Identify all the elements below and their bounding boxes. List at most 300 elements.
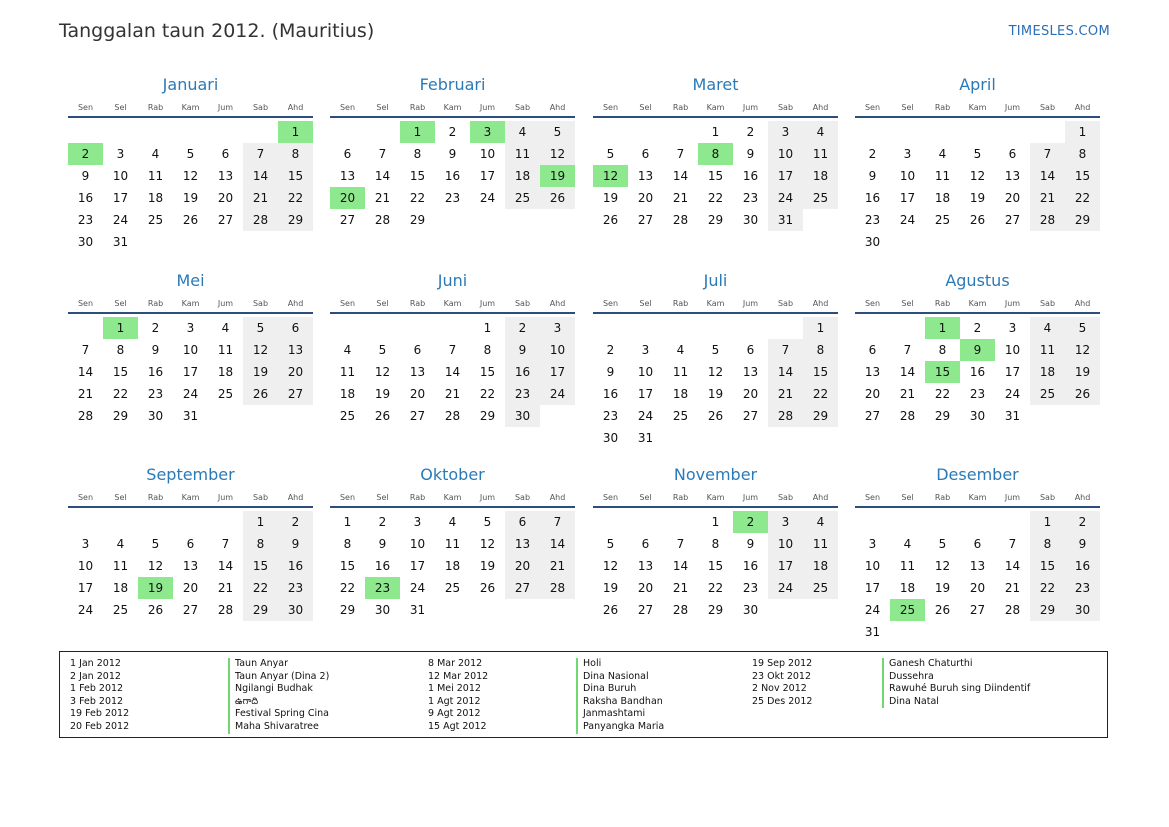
day-cell: 1 (803, 317, 838, 339)
day-cell: 7 (903, 343, 912, 357)
day-cell: 15 (1030, 555, 1065, 577)
day-cell: 4 (343, 343, 352, 357)
weekday-label: Sen (864, 299, 881, 308)
day-cell: 10 (540, 339, 575, 361)
day-cell: 13 (217, 169, 234, 183)
day-cell: 14 (1030, 165, 1065, 187)
weekday-label: Kam (706, 103, 725, 112)
day-cell: 22 (339, 581, 356, 595)
weekday-label: Sel (639, 493, 652, 502)
month-title: September (146, 465, 235, 484)
day-cell: 17 (768, 165, 803, 187)
weekday-label: Rab (934, 493, 951, 502)
holiday-day-cell: 2 (733, 511, 768, 533)
day-cell: 9 (448, 147, 457, 161)
month-title: November (673, 465, 758, 484)
day-cell: 30 (742, 213, 759, 227)
weekday-header (68, 490, 313, 508)
weekday-label: Kam (968, 493, 987, 502)
day-cell: 11 (1030, 339, 1065, 361)
day-grid (68, 121, 313, 253)
day-cell: 30 (864, 235, 881, 249)
day-cell: 13 (1004, 169, 1021, 183)
day-cell: 19 (182, 191, 199, 205)
day-cell: 26 (602, 213, 619, 227)
day-cell: 12 (374, 365, 391, 379)
day-cell: 6 (868, 343, 877, 357)
day-cell: 16 (602, 387, 619, 401)
day-cell: 17 (768, 555, 803, 577)
holiday-day-cell: 3 (470, 121, 505, 143)
day-cell: 2 (746, 125, 755, 139)
holiday-dates-column-2 (428, 658, 488, 734)
day-cell: 19 (969, 191, 986, 205)
weekday-label: Sel (376, 493, 389, 502)
day-cell: 6 (413, 343, 422, 357)
month-title: Agustus (945, 271, 1010, 290)
day-cell: 29 (707, 213, 724, 227)
day-grid (330, 317, 575, 427)
holiday-date: 1 Agt 2012 (428, 695, 481, 707)
day-cell: 19 (934, 581, 951, 595)
holiday-name: Panyangka Maria (576, 721, 664, 734)
day-cell: 24 (479, 191, 496, 205)
month-september (68, 464, 313, 621)
day-cell: 11 (147, 169, 164, 183)
weekday-header (855, 490, 1100, 508)
day-grid (330, 121, 575, 231)
day-cell: 2 (1065, 511, 1100, 533)
day-cell: 2 (448, 125, 457, 139)
day-cell: 5 (483, 515, 492, 529)
day-cell: 1 (483, 321, 492, 335)
day-cell: 21 (374, 191, 391, 205)
day-cell: 22 (112, 387, 129, 401)
day-cell: 24 (899, 213, 916, 227)
day-cell: 27 (339, 213, 356, 227)
day-cell: 3 (81, 537, 90, 551)
day-cell: 17 (409, 559, 426, 573)
day-cell: 27 (742, 409, 759, 423)
day-cell: 6 (1008, 147, 1017, 161)
weekday-label: Jum (1004, 299, 1021, 308)
weekday-label: Sab (777, 493, 794, 502)
day-cell: 19 (602, 581, 619, 595)
day-cell: 30 (374, 603, 391, 617)
day-cell: 2 (151, 321, 160, 335)
weekday-label: Sab (252, 299, 269, 308)
day-cell: 8 (803, 339, 838, 361)
day-cell: 1 (1065, 121, 1100, 143)
day-cell: 11 (934, 169, 951, 183)
day-cell: 7 (378, 147, 387, 161)
day-cell: 27 (637, 213, 654, 227)
day-cell: 13 (969, 559, 986, 573)
month-februari (330, 74, 575, 231)
weekday-label: Rab (409, 103, 426, 112)
day-cell: 18 (934, 191, 951, 205)
weekday-label: Ahd (549, 103, 566, 112)
day-cell: 23 (1065, 577, 1100, 599)
weekday-label: Sab (1039, 493, 1056, 502)
weekday-label: Ahd (1074, 103, 1091, 112)
day-cell: 8 (1065, 143, 1100, 165)
day-cell: 7 (448, 343, 457, 357)
day-cell: 4 (903, 537, 912, 551)
weekday-label: Sel (901, 493, 914, 502)
weekday-header (330, 490, 575, 508)
day-cell: 3 (768, 511, 803, 533)
day-cell: 27 (969, 603, 986, 617)
day-cell: 25 (803, 577, 838, 599)
holiday-date: 1 Mei 2012 (428, 683, 481, 695)
day-cell: 23 (278, 577, 313, 599)
day-cell: 1 (711, 125, 720, 139)
day-cell: 26 (934, 603, 951, 617)
day-cell: 15 (112, 365, 129, 379)
day-cell: 14 (444, 365, 461, 379)
day-cell: 15 (479, 365, 496, 379)
day-cell: 15 (278, 165, 313, 187)
day-cell: 15 (1065, 165, 1100, 187)
holiday-date: 20 Feb 2012 (70, 720, 130, 732)
day-cell: 25 (505, 187, 540, 209)
day-cell: 5 (606, 537, 615, 551)
holiday-date: 1 Jan 2012 (70, 658, 121, 669)
day-cell: 22 (278, 187, 313, 209)
weekday-label: Sel (376, 103, 389, 112)
day-cell: 15 (409, 169, 426, 183)
day-cell: 28 (899, 409, 916, 423)
day-cell: 29 (1030, 599, 1065, 621)
weekday-header (68, 100, 313, 118)
holiday-day-cell: 1 (278, 121, 313, 143)
day-cell: 24 (768, 187, 803, 209)
day-cell: 24 (77, 603, 94, 617)
day-cell: 20 (182, 581, 199, 595)
holiday-day-cell: 12 (593, 165, 628, 187)
holiday-date: 15 Agt 2012 (428, 720, 487, 732)
day-cell: 30 (505, 405, 540, 427)
day-cell: 20 (505, 555, 540, 577)
day-cell: 19 (479, 559, 496, 573)
day-cell: 15 (803, 361, 838, 383)
day-cell: 29 (243, 599, 278, 621)
day-cell: 12 (1065, 339, 1100, 361)
weekday-label: Jum (742, 493, 759, 502)
day-cell: 29 (339, 603, 356, 617)
day-cell: 20 (1004, 191, 1021, 205)
weekday-label: Jum (742, 299, 759, 308)
day-cell: 21 (77, 387, 94, 401)
month-agustus (855, 270, 1100, 427)
day-cell: 4 (505, 121, 540, 143)
holiday-name: Dina Nasional (576, 671, 664, 684)
day-cell: 1 (243, 511, 278, 533)
day-cell: 14 (768, 361, 803, 383)
day-cell: 18 (803, 555, 838, 577)
day-cell: 28 (672, 603, 689, 617)
day-grid (855, 121, 1100, 253)
holiday-name: Holi (576, 658, 664, 671)
day-cell: 3 (540, 317, 575, 339)
day-cell: 11 (803, 143, 838, 165)
day-cell: 21 (899, 387, 916, 401)
weekday-label: Jum (1004, 493, 1021, 502)
weekday-label: Sen (339, 103, 356, 112)
day-cell: 7 (676, 537, 685, 551)
weekday-header (593, 490, 838, 508)
day-cell: 18 (147, 191, 164, 205)
weekday-label: Sen (864, 493, 881, 502)
weekday-label: Sab (514, 493, 531, 502)
weekday-label: Rab (934, 103, 951, 112)
day-cell: 28 (1030, 209, 1065, 231)
weekday-label: Sel (639, 103, 652, 112)
day-cell: 1 (1030, 511, 1065, 533)
day-cell: 7 (676, 147, 685, 161)
day-cell: 13 (278, 339, 313, 361)
day-cell: 24 (112, 213, 129, 227)
day-cell: 5 (243, 317, 278, 339)
day-cell: 2 (973, 321, 982, 335)
day-cell: 16 (77, 191, 94, 205)
weekday-label: Rab (147, 103, 164, 112)
weekday-label: Sel (901, 299, 914, 308)
day-cell: 9 (746, 537, 755, 551)
day-cell: 9 (606, 365, 615, 379)
day-cell: 28 (444, 409, 461, 423)
day-cell: 29 (803, 405, 838, 427)
weekday-label: Kam (443, 299, 462, 308)
weekday-label: Jum (742, 103, 759, 112)
day-cell: 14 (374, 169, 391, 183)
day-cell: 22 (243, 577, 278, 599)
day-cell: 11 (339, 365, 356, 379)
day-cell: 10 (768, 143, 803, 165)
day-cell: 28 (540, 577, 575, 599)
day-cell: 25 (112, 603, 129, 617)
holiday-name: Ganesh Chaturthi (882, 658, 1030, 671)
day-cell: 20 (742, 387, 759, 401)
weekday-label: Rab (672, 103, 689, 112)
holiday-name: ఉగాది (228, 696, 329, 709)
holiday-name: Janmashtami (576, 708, 664, 721)
day-cell: 21 (1004, 581, 1021, 595)
weekday-header (330, 100, 575, 118)
day-cell: 3 (903, 147, 912, 161)
day-cell: 7 (768, 339, 803, 361)
day-cell: 26 (602, 603, 619, 617)
day-cell: 22 (409, 191, 426, 205)
day-cell: 3 (116, 147, 125, 161)
day-cell: 24 (182, 387, 199, 401)
page-title: Tanggalan taun 2012. (Mauritius) (59, 20, 375, 42)
day-cell: 7 (1008, 537, 1017, 551)
weekday-label: Rab (409, 299, 426, 308)
day-cell: 8 (1030, 533, 1065, 555)
day-cell: 28 (374, 213, 391, 227)
day-cell: 27 (182, 603, 199, 617)
day-cell: 23 (505, 383, 540, 405)
weekday-label: Ahd (549, 299, 566, 308)
day-cell: 12 (707, 365, 724, 379)
day-cell: 26 (243, 383, 278, 405)
weekday-header (593, 100, 838, 118)
day-cell: 19 (602, 191, 619, 205)
weekday-label: Jum (217, 299, 234, 308)
day-cell: 21 (217, 581, 234, 595)
day-cell: 4 (803, 121, 838, 143)
day-cell: 21 (1030, 187, 1065, 209)
day-cell: 5 (938, 537, 947, 551)
weekday-label: Sab (252, 493, 269, 502)
day-cell: 18 (803, 165, 838, 187)
day-cell: 18 (217, 365, 234, 379)
day-cell: 13 (505, 533, 540, 555)
holiday-name: Raksha Bandhan (576, 696, 664, 709)
day-cell: 22 (707, 581, 724, 595)
day-cell: 2 (378, 515, 387, 529)
day-cell: 26 (374, 409, 391, 423)
weekday-label: Sen (77, 493, 94, 502)
holiday-day-cell: 1 (925, 317, 960, 339)
day-cell: 31 (637, 431, 654, 445)
day-cell: 17 (1004, 365, 1021, 379)
day-cell: 6 (343, 147, 352, 161)
day-cell: 15 (339, 559, 356, 573)
weekday-label: Sen (77, 299, 94, 308)
day-cell: 20 (409, 387, 426, 401)
holiday-date: 3 Feb 2012 (70, 695, 124, 707)
weekday-label: Sen (602, 299, 619, 308)
day-cell: 4 (1030, 317, 1065, 339)
holiday-date: 9 Agt 2012 (428, 708, 481, 720)
day-cell: 28 (1004, 603, 1021, 617)
day-cell: 17 (540, 361, 575, 383)
holiday-name: Taun Anyar (228, 658, 329, 671)
weekday-label: Jum (217, 493, 234, 502)
day-cell: 9 (1065, 533, 1100, 555)
day-cell: 23 (864, 213, 881, 227)
weekday-label: Sel (114, 493, 127, 502)
day-cell: 2 (868, 147, 877, 161)
day-cell: 4 (803, 511, 838, 533)
holiday-name: Rawuhé Buruh sing Diindentif (882, 683, 1030, 696)
weekday-label: Sen (339, 299, 356, 308)
weekday-label: Ahd (1074, 299, 1091, 308)
day-cell: 24 (637, 409, 654, 423)
day-cell: 7 (1030, 143, 1065, 165)
day-cell: 8 (343, 537, 352, 551)
month-november (593, 464, 838, 621)
day-cell: 9 (278, 533, 313, 555)
day-cell: 4 (448, 515, 457, 529)
day-cell: 26 (182, 213, 199, 227)
day-cell: 23 (147, 387, 164, 401)
day-cell: 5 (378, 343, 387, 357)
holiday-date: 23 Okt 2012 (752, 670, 812, 682)
holiday-name: Festival Spring Cina (228, 708, 329, 721)
day-cell: 6 (221, 147, 230, 161)
weekday-label: Kam (181, 493, 200, 502)
day-cell: 17 (77, 581, 94, 595)
day-cell: 21 (672, 191, 689, 205)
holiday-name: Dina Natal (882, 696, 1030, 709)
day-cell: 24 (540, 383, 575, 405)
day-cell: 8 (711, 537, 720, 551)
day-cell: 25 (444, 581, 461, 595)
day-cell: 10 (112, 169, 129, 183)
day-grid (593, 511, 838, 621)
weekday-label: Sel (639, 299, 652, 308)
day-cell: 17 (637, 387, 654, 401)
month-title: Maret (692, 75, 739, 94)
weekday-label: Kam (181, 299, 200, 308)
day-cell: 2 (278, 511, 313, 533)
site-link[interactable]: TIMESLES.COM (1008, 24, 1110, 39)
weekday-label: Sen (77, 103, 94, 112)
day-cell: 18 (339, 387, 356, 401)
day-cell: 21 (243, 187, 278, 209)
day-cell: 12 (243, 339, 278, 361)
weekday-label: Sen (339, 493, 356, 502)
weekday-header (330, 296, 575, 314)
holiday-day-cell: 9 (960, 339, 995, 361)
holiday-name: Ngilangi Budhak (228, 683, 329, 696)
day-cell: 28 (243, 209, 278, 231)
day-cell: 28 (672, 213, 689, 227)
day-cell: 12 (182, 169, 199, 183)
holiday-date: 2 Jan 2012 (70, 670, 121, 682)
day-cell: 9 (505, 339, 540, 361)
weekday-label: Sab (1039, 103, 1056, 112)
day-cell: 11 (505, 143, 540, 165)
day-cell: 14 (672, 169, 689, 183)
day-cell: 16 (505, 361, 540, 383)
holiday-date: 2 Nov 2012 (752, 683, 807, 695)
day-cell: 1 (343, 515, 352, 529)
day-cell: 24 (1004, 387, 1021, 401)
weekday-label: Ahd (812, 103, 829, 112)
day-cell: 9 (868, 169, 877, 183)
day-cell: 2 (606, 343, 615, 357)
day-cell: 30 (77, 235, 94, 249)
day-cell: 30 (147, 409, 164, 423)
day-cell: 14 (540, 533, 575, 555)
weekday-label: Kam (706, 299, 725, 308)
day-cell: 16 (374, 559, 391, 573)
weekday-label: Ahd (1074, 493, 1091, 502)
day-cell: 20 (278, 361, 313, 383)
day-cell: 20 (969, 581, 986, 595)
day-cell: 31 (864, 625, 881, 639)
day-cell: 22 (1030, 577, 1065, 599)
weekday-label: Ahd (287, 103, 304, 112)
day-cell: 10 (768, 533, 803, 555)
day-cell: 18 (672, 387, 689, 401)
weekday-label: Sab (777, 103, 794, 112)
day-cell: 23 (969, 387, 986, 401)
day-cell: 21 (540, 555, 575, 577)
weekday-label: Sel (114, 103, 127, 112)
day-cell: 4 (676, 343, 685, 357)
day-cell: 16 (969, 365, 986, 379)
day-cell: 22 (803, 383, 838, 405)
day-cell: 24 (768, 577, 803, 599)
weekday-label: Jum (479, 493, 496, 502)
day-cell: 25 (217, 387, 234, 401)
